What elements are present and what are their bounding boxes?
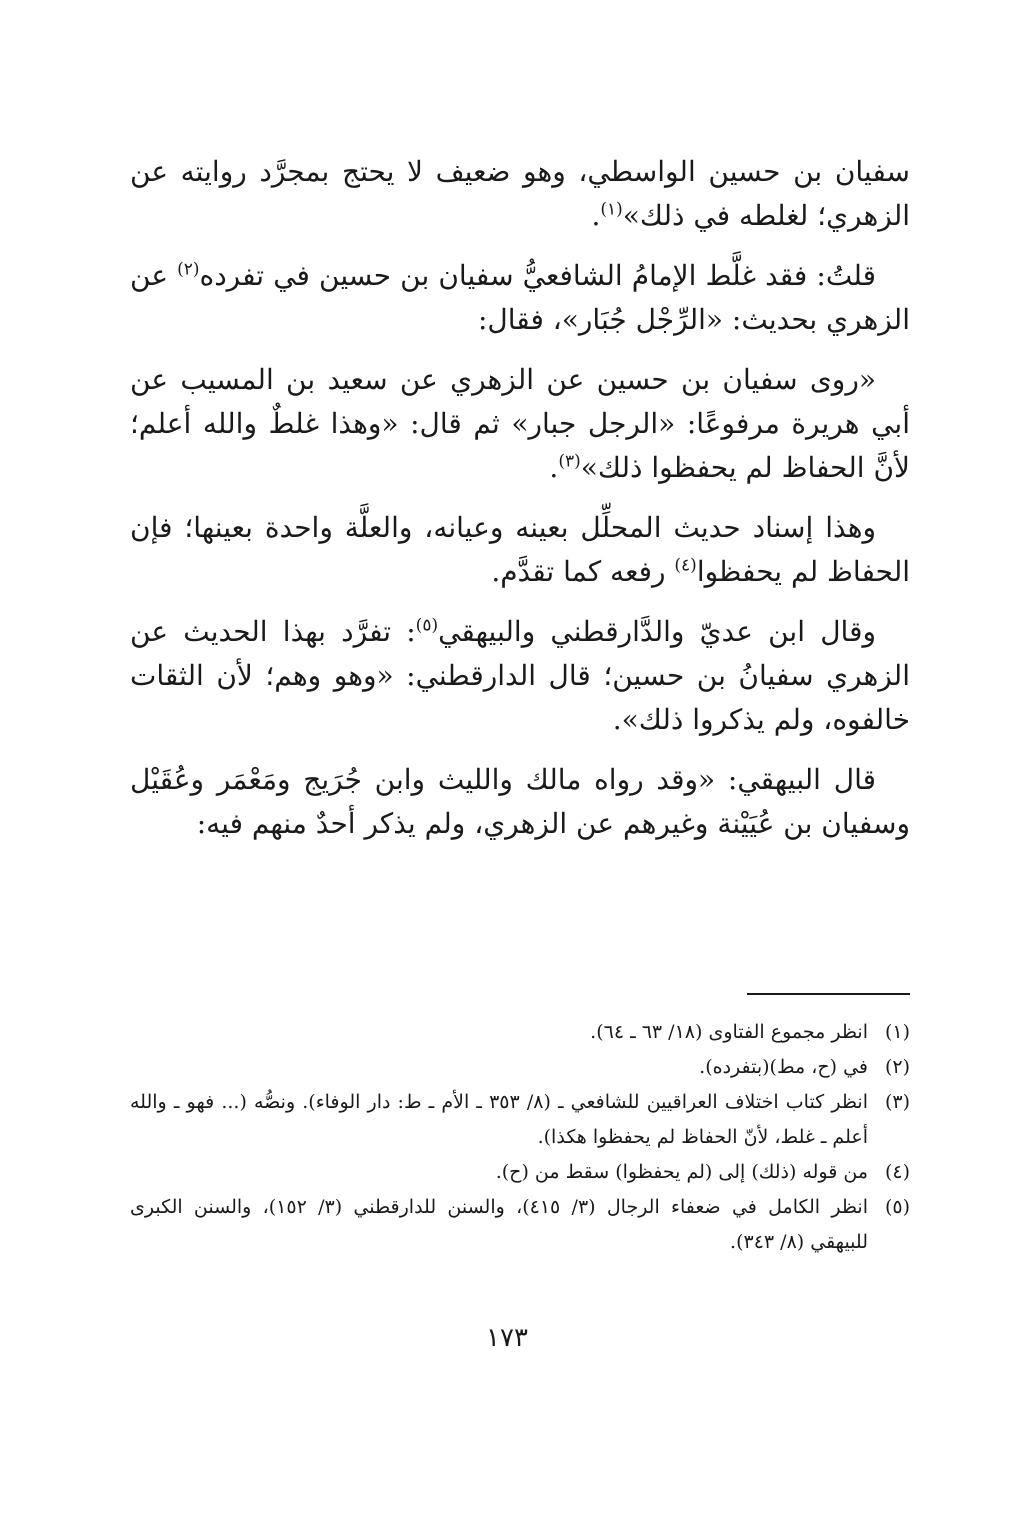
- paragraph-tail: : تفرَّد بهذا الحديث عن الزهري سفيانُ بن حسين؛ قال الدارقطني: «وهو وهم؛ لأن الثقات خالفوه، ولم يذكروا ذلك».: [130, 615, 910, 736]
- paragraph-6: [130, 758, 910, 846]
- footnote-ref-4[interactable]: (٤): [674, 555, 697, 576]
- paragraph-text: قال البيهقي: «وقد رواه مالك والليث وابن جُرَيج ومَعْمَر وعُقَيْل وسفيان بن عُيَيْنة وغيرهم عن الزهري، ولم يذكر أحدٌ منهم فيه:: [130, 763, 910, 840]
- paragraph-2: [130, 254, 910, 342]
- footnote-ref-1[interactable]: (١): [600, 199, 623, 220]
- paragraph-tail: عن الزهري بحديث: «الرِّجْل جُبَار»، فقال:: [130, 259, 910, 336]
- footnote-4: [130, 1155, 910, 1190]
- footnote-divider: [747, 993, 910, 995]
- paragraph-tail: .: [591, 199, 601, 232]
- page-number: ١٧٣: [486, 1323, 528, 1353]
- footnote-number: (٥): [884, 1196, 910, 1218]
- footnote-number: (٤): [884, 1161, 910, 1183]
- paragraph-tail: .: [549, 451, 559, 484]
- paragraph-4: [130, 506, 910, 594]
- paragraph-1: [130, 150, 910, 238]
- paragraph-5: [130, 610, 910, 742]
- footnote-ref-3[interactable]: (٣): [558, 451, 581, 472]
- footnote-number: (٢): [884, 1056, 910, 1078]
- footnote-ref-2[interactable]: (٢): [177, 259, 200, 280]
- paragraph-3: [130, 358, 910, 490]
- footnote-text: انظر مجموع الفتاوى (١٨/ ٦٣ ـ ٦٤).: [590, 1021, 868, 1043]
- paragraph-tail: رفعه كما تقدَّم.: [491, 555, 675, 588]
- footnote-3: [130, 1085, 910, 1155]
- footnote-ref-5[interactable]: (٥): [415, 615, 439, 636]
- footnote-number: (١): [884, 1021, 910, 1043]
- footnote-2: [130, 1050, 910, 1085]
- footnote-text: في (ح، مط)(بتفرده).: [699, 1056, 868, 1078]
- footnote-text: من قوله (ذلك) إلى (لم يحفظوا) سقط من (ح).: [495, 1161, 868, 1183]
- main-text: [130, 150, 910, 862]
- footnote-number: (٣): [884, 1091, 910, 1113]
- paragraph-text: سفيان بن حسين الواسطي، وهو ضعيف لا يحتج بمجرَّد روايته عن الزهري؛ لغلطه في ذلك»: [130, 155, 910, 232]
- footnote-5: [130, 1190, 910, 1260]
- footnotes: [130, 1015, 910, 1260]
- paragraph-text: قلتُ: فقد غلَّط الإمامُ الشافعيُّ سفيان بن حسين في تفرده: [199, 259, 876, 292]
- paragraph-text: «روى سفيان بن حسين عن الزهري عن سعيد بن المسيب عن أبي هريرة مرفوعًا: «الرجل جبار» ثم قال: «وهذا غلطٌ والله أعلم؛ لأنَّ الحفاظ لم يحفظوا ذلك»: [130, 363, 910, 484]
- footnote-text: انظر كتاب اختلاف العراقيين للشافعي ـ (٨/ ٣٥٣ ـ الأم ـ ط: دار الوفاء). ونصُّه (... فهو ـ والله أعلم ـ غلط، لأنّ الحفاظ لم يحفظوا هكذا).: [130, 1091, 868, 1148]
- paragraph-text: وقال ابن عديّ والدَّارقطني والبيهقي: [438, 615, 876, 648]
- footnote-text: انظر الكامل في ضعفاء الرجال (٣/ ٤١٥)، والسنن للدارقطني (٣/ ١٥٢)، والسنن الكبرى للبيهقي (٨/ ٣٤٣).: [130, 1196, 868, 1253]
- paragraph-text: وهذا إسناد حديث المحلِّل بعينه وعيانه، والعلَّة واحدة بعينها؛ فإن الحفاظ لم يحفظوا: [130, 511, 910, 588]
- footnote-1: [130, 1015, 910, 1050]
